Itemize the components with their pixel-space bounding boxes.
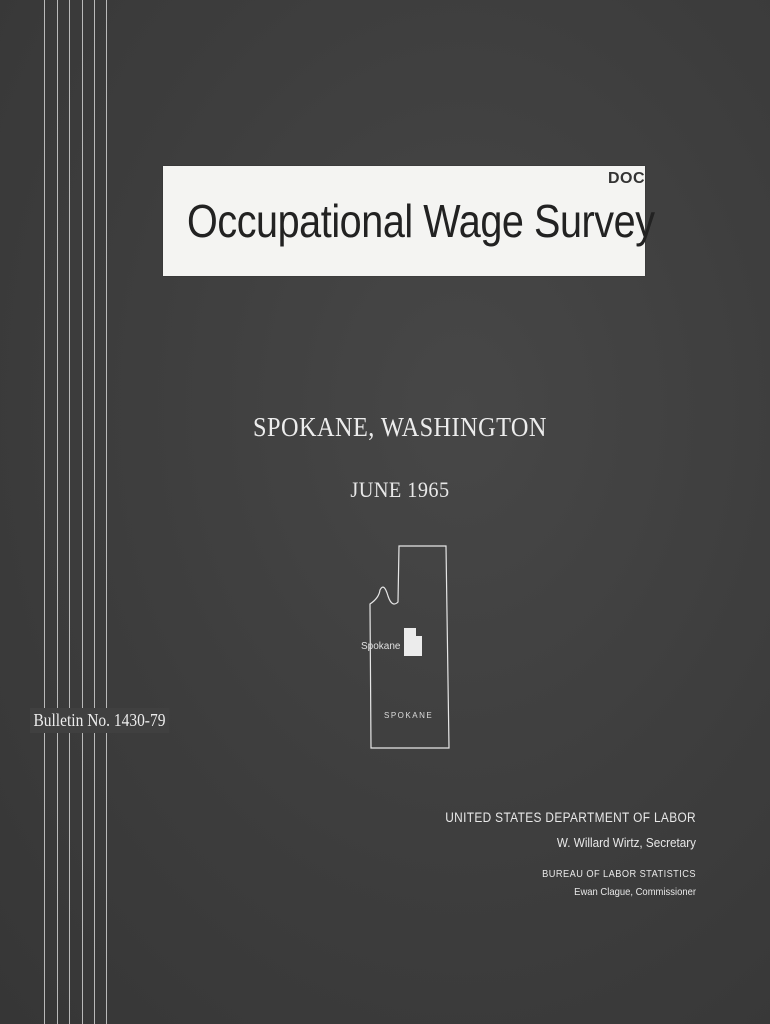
vertical-rule bbox=[82, 0, 83, 1024]
secretary-name: W. Willard Wirtz, Secretary bbox=[556, 835, 696, 850]
doc-stamp: DOC bbox=[607, 170, 645, 187]
vertical-rule bbox=[106, 0, 107, 1024]
vertical-rule bbox=[94, 0, 95, 1024]
survey-date: JUNE 1965 bbox=[350, 477, 450, 502]
map-county-label: SPOKANE bbox=[384, 711, 434, 720]
bulletin-number: Bulletin No. 1430-79 bbox=[30, 708, 169, 733]
commissioner-name: Ewan Clague, Commissioner bbox=[574, 886, 696, 898]
city-shape bbox=[404, 628, 422, 656]
publisher-block bbox=[411, 810, 696, 898]
vertical-rule bbox=[69, 0, 70, 1024]
vertical-rule bbox=[57, 0, 58, 1024]
department-name: UNITED STATES DEPARTMENT OF LABOR bbox=[445, 810, 696, 825]
vertical-rule bbox=[44, 0, 45, 1024]
map-city-label: Spokane bbox=[361, 641, 401, 652]
bureau-name: BUREAU OF LABOR STATISTICS bbox=[542, 868, 696, 880]
cover-title: Occupational Wage Survey bbox=[187, 195, 655, 247]
title-strip bbox=[163, 166, 655, 276]
survey-location: SPOKANE, WASHINGTON bbox=[253, 412, 547, 442]
